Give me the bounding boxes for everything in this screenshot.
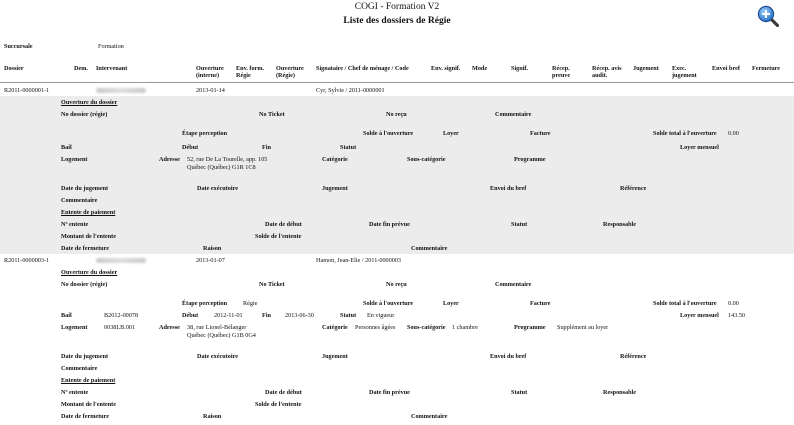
label-responsable: Responsable <box>603 221 637 228</box>
label-etape-perception: Étape perception <box>182 300 228 307</box>
signataire: Cyr, Sylvie / 2011-0000001 <box>316 87 385 94</box>
label-commentaire: Commentaire <box>495 281 532 288</box>
succursale-label: Succursale <box>4 43 33 50</box>
label-statut-entente: Statut <box>511 389 528 396</box>
ouverture-date: 2013-01-14 <box>196 87 225 94</box>
ouverture-date: 2013-01-07 <box>196 257 225 264</box>
label-montant-entente: Montant de l'entente <box>61 233 116 240</box>
col-dossier: Dossier <box>4 65 24 72</box>
redacted-intervenant <box>96 258 146 263</box>
label-solde-entente: Solde de l'entente <box>255 401 302 408</box>
label-solde-entente: Solde de l'entente <box>255 233 302 240</box>
label-date-fin-prevue: Date fin prévue <box>369 221 410 228</box>
etape-perception-value: Régie <box>243 300 258 307</box>
dossier-number[interactable]: R2011-0000001-1 <box>4 87 50 94</box>
label-raison: Raison <box>203 245 222 252</box>
bail-statut: En vigueur <box>367 312 395 319</box>
label-envoi-bref: Envoi du bref <box>490 185 527 192</box>
adresse-line-2: Québec (Québec) G1R 1C8 <box>187 164 256 171</box>
sous-categorie-value: 1 chambre <box>452 324 478 331</box>
label-date-executoire: Date exécutoire <box>197 353 238 360</box>
label-responsable: Responsable <box>603 389 637 396</box>
label-raison: Raison <box>203 413 222 420</box>
label-loyer-mensuel: Loyer mensuel <box>680 144 719 151</box>
label-no-recu: No reçu <box>386 111 407 118</box>
col-ouverture-regie: Ouverture (Régie) <box>276 65 304 80</box>
col-jugement: Jugement <box>633 65 659 72</box>
adresse-line-1: 52, rue De La Tourelle, app. 105 <box>187 156 268 163</box>
label-date-fin-prevue: Date fin prévue <box>369 389 410 396</box>
label-logement: Logement <box>61 324 88 331</box>
label-commentaire-3: Commentaire <box>411 413 448 420</box>
col-ouverture-interne: Ouverture (interne) <box>196 65 224 80</box>
dossier-number[interactable]: R2011-0000003-1 <box>4 257 50 264</box>
label-etape-perception: Étape perception <box>182 130 228 137</box>
label-commentaire-3: Commentaire <box>411 245 448 252</box>
label-date-jugement: Date du jugement <box>61 185 109 192</box>
loyer-mensuel-value: 143.50 <box>728 312 746 319</box>
label-no-ticket: No Ticket <box>259 111 285 118</box>
solde-total-value: 0.00 <box>728 300 739 307</box>
label-no-recu: No reçu <box>386 281 407 288</box>
label-fin: Fin <box>262 312 271 319</box>
label-sous-categorie: Sous-catégorie <box>407 156 446 163</box>
label-envoi-bref: Envoi du bref <box>490 353 527 360</box>
label-bail: Bail <box>61 144 72 151</box>
label-reference: Référence <box>620 185 647 192</box>
label-commentaire: Commentaire <box>495 111 532 118</box>
col-exec-jugement: Exec. jugement <box>672 65 697 80</box>
label-montant-entente: Montant de l'entente <box>61 401 116 408</box>
col-dem: Dem. <box>74 65 88 72</box>
logement-number: 0038LB.001 <box>104 324 136 331</box>
col-signif: Signif. <box>511 65 529 72</box>
label-fin: Fin <box>262 144 271 151</box>
label-statut: Statut <box>340 312 357 319</box>
label-facture: Facture <box>530 130 551 137</box>
label-date-jugement: Date du jugement <box>61 353 109 360</box>
section-entente-paiement: Entente de paiement <box>61 377 116 384</box>
label-no-dossier-regie: No dossier (régie) <box>61 111 108 118</box>
label-solde-total: Solde total à l'ouverture <box>653 130 717 137</box>
label-solde-ouverture: Solde à l'ouverture <box>363 130 414 137</box>
signataire: Hamon, Jean-Elie / 2011-0000003 <box>316 257 402 264</box>
label-loyer: Loyer <box>443 300 459 307</box>
label-loyer: Loyer <box>443 130 459 137</box>
label-facture: Facture <box>530 300 551 307</box>
section-ouverture-dossier: Ouverture du dossier <box>61 99 118 106</box>
col-recep-avis: Récep. avis audit. <box>592 65 622 80</box>
label-no-entente: Nº entente <box>61 221 89 228</box>
col-env-form-regie: Env. form. Régie <box>236 65 265 80</box>
label-logement: Logement <box>61 156 88 163</box>
label-date-executoire: Date exécutoire <box>197 185 238 192</box>
col-env-signif: Env. signif. <box>431 65 461 72</box>
label-statut: Statut <box>340 144 357 151</box>
adresse-line-1: 38, rue Lionel-Bélanger <box>187 324 247 331</box>
col-fermeture: Fermeture <box>752 65 781 72</box>
col-intervenant: Intervenant <box>96 65 128 72</box>
label-adresse: Adresse <box>159 324 180 331</box>
label-no-entente: Nº entente <box>61 389 89 396</box>
label-solde-ouverture: Solde à l'ouverture <box>363 300 414 307</box>
zoom-in-icon[interactable] <box>757 5 779 27</box>
section-entente-paiement: Entente de paiement <box>61 209 116 216</box>
label-solde-total: Solde total à l'ouverture <box>653 300 717 307</box>
col-signataire: Signataire / Chef de ménage / Code <box>316 65 409 72</box>
succursale-value: Formation <box>98 43 124 50</box>
col-mode: Mode <box>472 65 488 72</box>
label-jugement: Jugement <box>322 353 348 360</box>
label-programme: Programme <box>514 324 546 331</box>
label-categorie: Catégorie <box>322 324 348 331</box>
header-divider <box>0 82 794 83</box>
label-no-dossier-regie: No dossier (régie) <box>61 281 108 288</box>
label-sous-categorie: Sous-catégorie <box>407 324 446 331</box>
bail-number: B2012-00078 <box>104 312 139 319</box>
record-detail-band <box>0 96 794 254</box>
label-bail: Bail <box>61 312 72 319</box>
section-ouverture-dossier: Ouverture du dossier <box>61 269 118 276</box>
label-categorie: Catégorie <box>322 156 348 163</box>
label-commentaire-2: Commentaire <box>61 365 98 372</box>
adresse-line-2: Québec (Québec) G1B 0G4 <box>187 332 256 339</box>
label-loyer-mensuel: Loyer mensuel <box>680 312 719 319</box>
label-commentaire-2: Commentaire <box>61 197 98 204</box>
report-title: Liste des dossiers de Régie <box>343 16 451 26</box>
programme-value: Supplément au loyer <box>557 324 609 331</box>
label-reference: Référence <box>620 353 647 360</box>
label-debut: Début <box>182 312 199 319</box>
redacted-intervenant <box>96 88 146 93</box>
label-debut: Début <box>182 144 199 151</box>
app-title: COGI - Formation V2 <box>354 2 440 12</box>
label-adresse: Adresse <box>159 156 180 163</box>
bail-debut: 2012-11-01 <box>214 312 243 319</box>
categorie-value: Personnes âgées <box>355 324 396 331</box>
label-date-fermeture: Date de fermeture <box>61 245 109 252</box>
label-programme: Programme <box>514 156 546 163</box>
label-date-fermeture: Date de fermeture <box>61 413 109 420</box>
col-envoi-bref: Envoi bref <box>712 65 740 72</box>
label-date-debut: Date de début <box>265 221 302 228</box>
label-date-debut: Date de début <box>265 389 302 396</box>
solde-total-value: 0.00 <box>728 130 739 137</box>
label-jugement: Jugement <box>322 185 348 192</box>
label-statut-entente: Statut <box>511 221 528 228</box>
bail-fin: 2013-06-30 <box>285 312 314 319</box>
col-recep-preuve: Récep. preuve <box>552 65 571 80</box>
label-no-ticket: No Ticket <box>259 281 285 288</box>
